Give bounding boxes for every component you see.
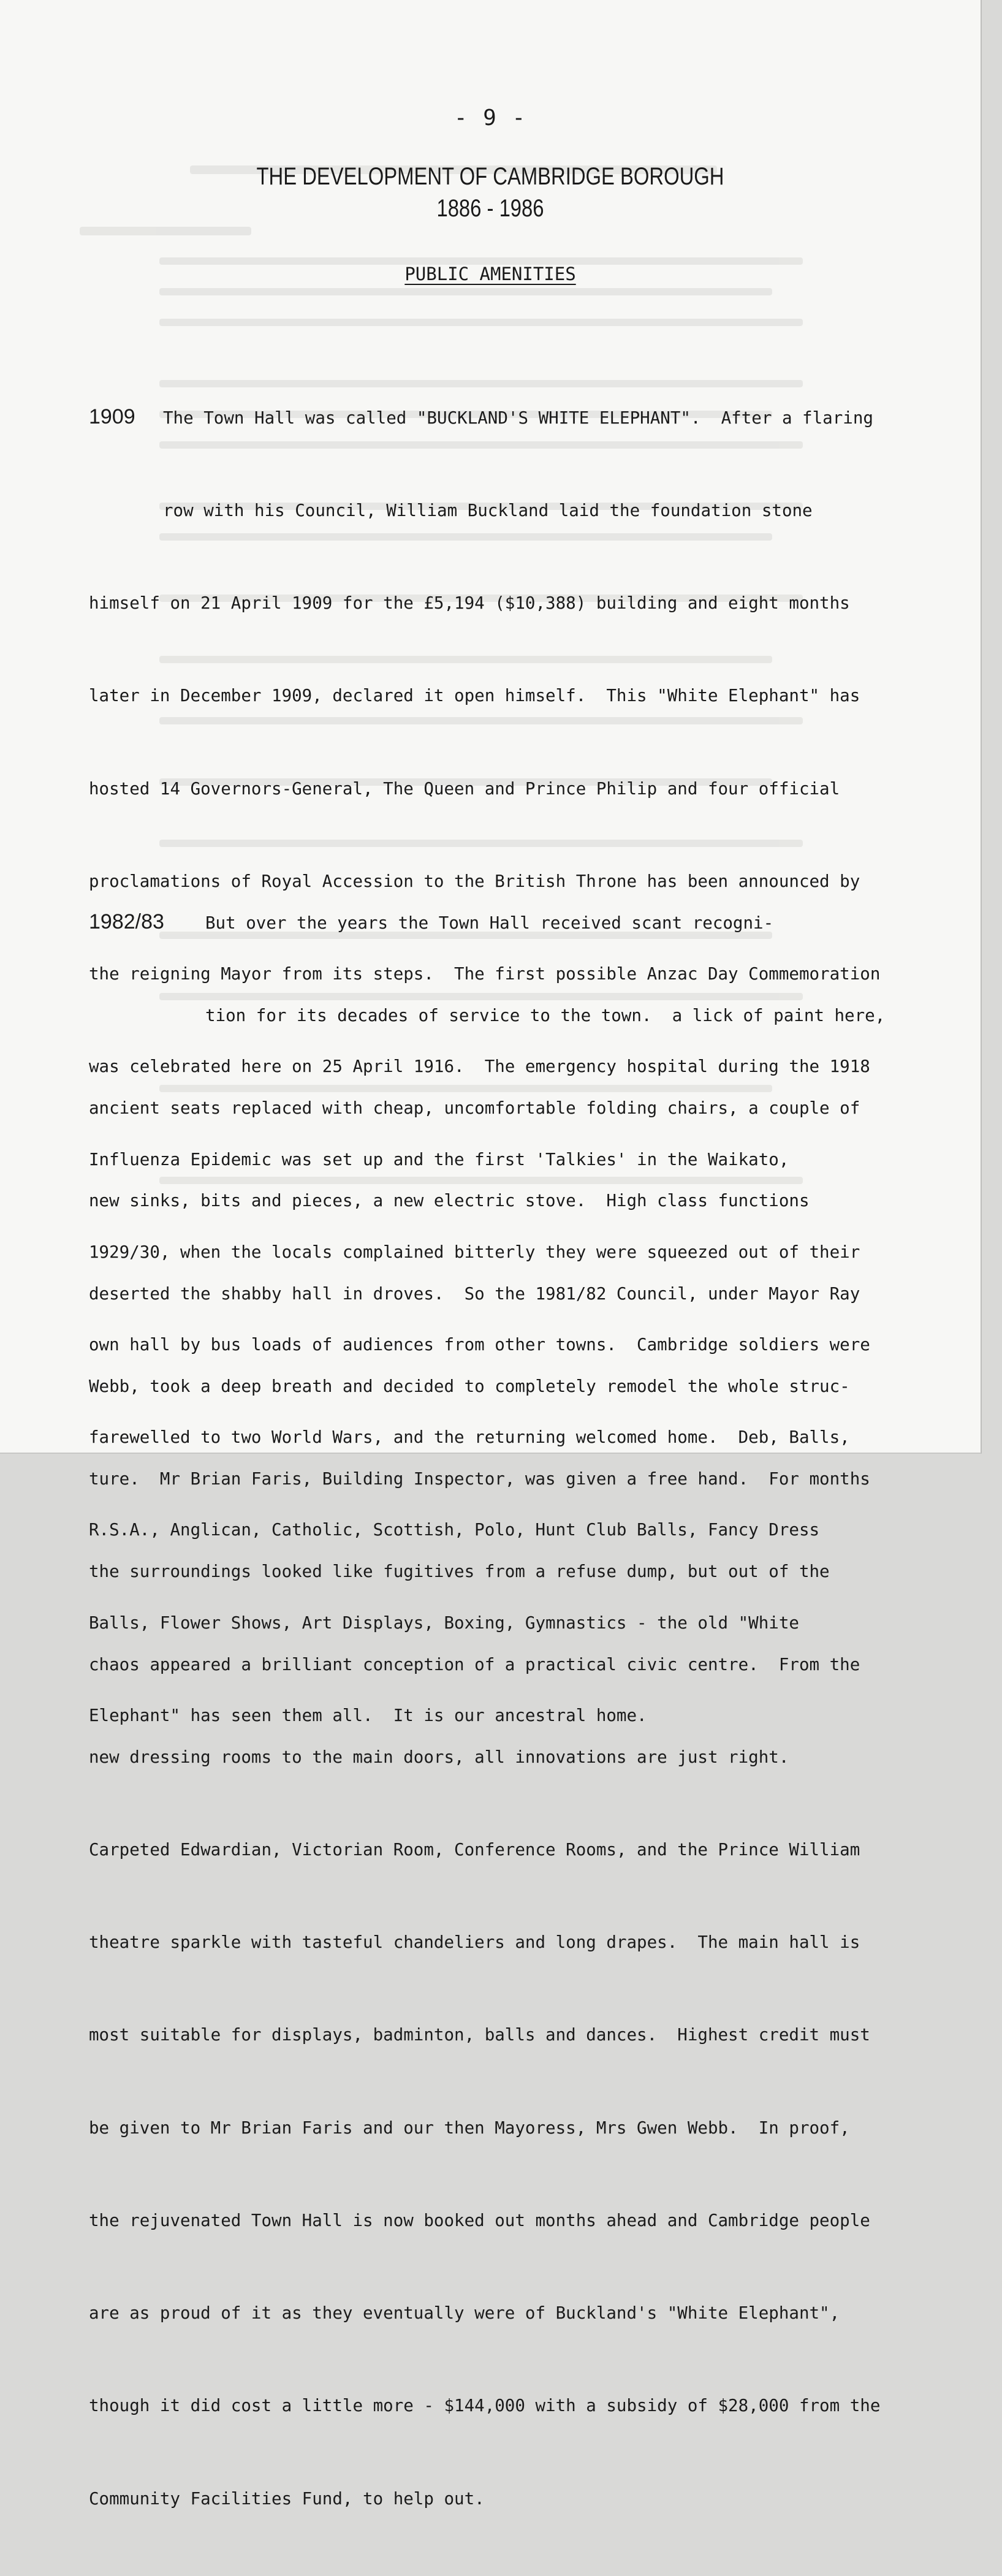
entry-line: Balls, Flower Shows, Art Displays, Boxing, Gymnastics - the old "White xyxy=(89,1613,799,1633)
entry-line: the reigning Mayor from its steps. The first possible Anzac Day Commemoration xyxy=(89,964,881,984)
entry-line xyxy=(89,401,879,433)
title-line-1: THE DEVELOPMENT OF CAMBRIDGE BOROUGH xyxy=(256,163,724,190)
entry-line: the rejuvenated Town Hall is now booked out months ahead and Cambridge people xyxy=(89,2210,870,2230)
entry-line: new sinks, bits and pieces, a new electric stove. High class functions xyxy=(89,1191,810,1211)
entry-line: though it did cost a little more - $144,000 with a subsidy of $28,000 from the xyxy=(89,2396,881,2416)
entry-text: The Town Hall was called "BUCKLAND'S WHITE ELEPHANT". After a flaring xyxy=(163,408,873,428)
entry-line: be given to Mr Brian Faris and our then Mayoress, Mrs Gwen Webb. In proof, xyxy=(89,2118,850,2138)
entry-line: new dressing rooms to the main doors, all innovations are just right. xyxy=(89,1747,789,1767)
entry-line: Influenza Epidemic was set up and the first 'Talkies' in the Waikato, xyxy=(89,1149,789,1169)
entry-line: are as proud of it as they eventually were of Buckland's "White Elephant", xyxy=(89,2303,840,2323)
title-line-2: 1886 - 1986 xyxy=(436,195,544,222)
entry-line: Webb, took a deep breath and decided to completely remodel the whole struc- xyxy=(89,1376,850,1396)
entry-line: row with his Council, William Buckland laid the foundation stone xyxy=(163,501,813,521)
entry-line: the surroundings looked like fugitives from a refuse dump, but out of the xyxy=(89,1562,830,1582)
entry-line: chaos appeared a brilliant conception of a practical civic centre. From the xyxy=(89,1654,860,1674)
entry-line: later in December 1909, declared it open himself. This "White Elephant" has xyxy=(89,686,860,706)
entry-line: most suitable for displays, badminton, balls and dances. Highest credit must xyxy=(89,2025,870,2045)
entry-line xyxy=(89,906,879,938)
entry-line: Carpeted Edwardian, Victorian Room, Conference Rooms, and the Prince William xyxy=(89,1840,860,1860)
entry-line: proclamations of Royal Accession to the British Throne has been announced by xyxy=(89,871,860,891)
entry-line: Elephant" has seen them all. It is our ancestral home. xyxy=(89,1705,647,1725)
entry-line: ture. Mr Brian Faris, Building Inspector, was given a free hand. For months xyxy=(89,1469,870,1489)
entry-line: R.S.A., Anglican, Catholic, Scottish, Polo, Hunt Club Balls, Fancy Dress xyxy=(89,1520,820,1540)
entry-line: 1929/30, when the locals complained bitterly they were squeezed out of their xyxy=(89,1242,860,1262)
entry-line: hosted 14 Governors-General, The Queen and Prince Philip and four official xyxy=(89,778,840,799)
document-title xyxy=(88,161,892,224)
entry-line: was celebrated here on 25 April 1916. The emergency hospital during the 1918 xyxy=(89,1057,870,1077)
entry-line: tion for its decades of service to the town. a lick of paint here, xyxy=(205,1006,886,1026)
page-number: - 9 - xyxy=(454,105,527,131)
entry-line: Community Facilities Fund, to help out. xyxy=(89,2488,485,2509)
section-heading xyxy=(0,264,981,284)
entry-year: 1982/83 xyxy=(89,910,164,933)
entry-1982-83 xyxy=(89,845,886,2576)
entry-line: himself on 21 April 1909 for the £5,194 ($10,388) building and eight months xyxy=(89,593,850,614)
entry-line: ancient seats replaced with cheap, uncomfortable folding chairs, a couple of xyxy=(89,1098,860,1119)
entry-line: farewelled to two World Wars, and the returning welcomed home. Deb, Balls, xyxy=(89,1427,850,1448)
entry-line: own hall by bus loads of audiences from other towns. Cambridge soldiers were xyxy=(89,1335,870,1354)
entry-year: 1909 xyxy=(89,405,135,428)
entry-text: But over the years the Town Hall received scant recogni- xyxy=(205,913,774,933)
entry-line: theatre sparkle with tasteful chandeliers and long drapes. The main hall is xyxy=(89,1932,860,1953)
entry-line: deserted the shabby hall in droves. So the 1981/82 Council, under Mayor Ray xyxy=(89,1283,860,1304)
section-heading-text: PUBLIC AMENITIES xyxy=(404,264,576,284)
